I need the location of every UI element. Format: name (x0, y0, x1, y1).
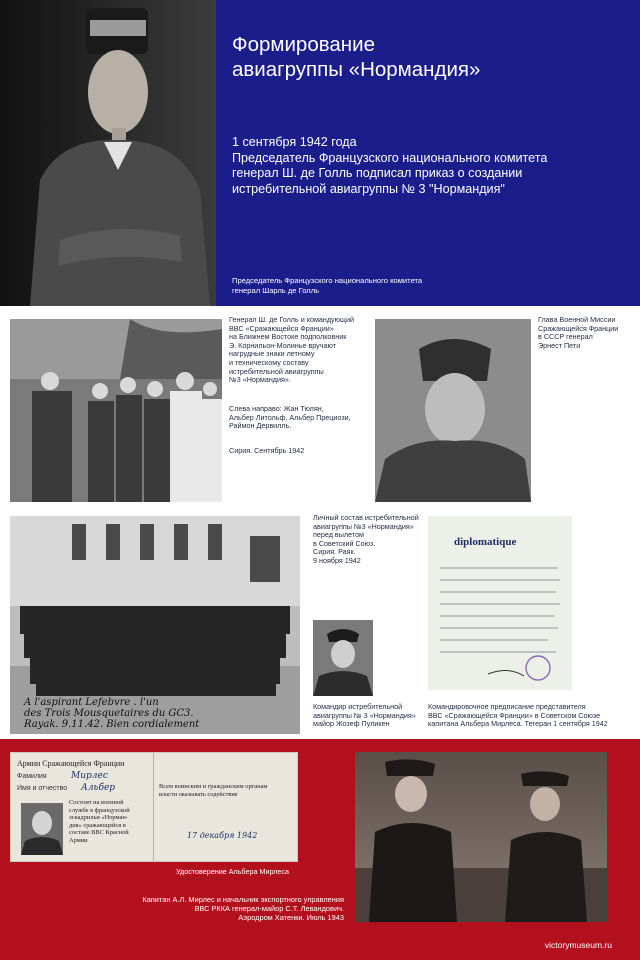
id-card-surname-label: Фамилия (17, 773, 47, 780)
id-card-signature-line: 17 декабря 1942 (187, 831, 258, 840)
travel-order-caption: Командировочное предписание представителя ВВС «Сражающейся Франции» в Советском Союзе капитана Альбера Мирлеса. Тегеран 1 сентября 1942 (428, 702, 608, 729)
id-card-name-value: Альбер (81, 783, 116, 793)
pouliquen-portrait-photo (313, 620, 373, 696)
de-gaulle-portrait-photo (0, 0, 216, 306)
id-card-caption: Удостоверение Альбера Мирлеса (176, 867, 289, 876)
portrait-caption: Председатель Французского национального комитета генерал Шарль де Голль (232, 276, 423, 295)
group-caption: Личный состав истребительной авиагруппы №3 «Нормандия» перед вылетом в Советский Союз. Сирия. Раяк. 9 ноября 1942 (313, 513, 419, 565)
photo-inscription: A l'aspirant Lefebvre . l'un des Trois Mousquetaires du GC3. Rayak. 9.11.42. Bien cordialement (24, 697, 200, 730)
group-photo (10, 516, 300, 734)
id-card-surname-value: Мирлес (71, 771, 108, 781)
id-card-name-label: Имя и отчество (17, 785, 68, 792)
ceremony-caption: Генерал Ш. де Голль и командующий ВВС «Сражающейся Франции» на Ближнем Востоке подполковник Э. Корнильон-Молинье вручают нагрудные знаки летному и техническому составу истребительной авиагруппы №3 «Нормандия». (229, 315, 354, 385)
pouliquen-caption: Командир истребительной авиагруппы № 3 «Нормандия» майор Жозеф Пуликен (313, 702, 416, 729)
id-card-body: Состоит на военной службе в французской эскадрильи «Норман- дия» сражающейся в составе ВВС Красной Армии (69, 799, 130, 844)
intro-text: 1 сентября 1942 года Председатель Французского национального комитета генерал Ш. де Голль подписал приказ о создании истребительной авиагруппы № 3 "Нормандия" (232, 135, 548, 196)
ceremony-place-caption: Сирия. Сентябрь 1942 (229, 446, 305, 455)
id-card-title: Армии Сражающейся Франции (17, 759, 125, 768)
id-card-photo (21, 803, 63, 855)
page-title: Формирование авиагруппы «Нормандия» (232, 33, 481, 81)
petit-caption: Глава Военной Миссии Сражающейся Франции в СССР генерал Эрнест Пети (538, 315, 619, 350)
travel-order-document (428, 516, 572, 690)
mirles-photo-caption: Капитан А.Л. Мирлес и начальник экспортного управления ВВС РККА генерал-майор С.Т. Левандович. Аэродром Хатенки. Июль 1943 (142, 895, 344, 923)
id-card-right-body: Всем воинским и гражданским органам власти оказывать содействие (159, 783, 268, 798)
document-header: diplomatique (454, 536, 517, 548)
mirles-levandovich-photo (355, 752, 607, 922)
site-url: victorymuseum.ru (544, 940, 612, 950)
petit-portrait-photo (375, 319, 531, 502)
ceremony-names-caption: Слева направо: Жан Тюлян, Альбер Литольф, Альбер Прециози, Раймон Дервилль. (229, 404, 351, 431)
id-card (10, 752, 298, 862)
ceremony-photo (10, 319, 222, 502)
